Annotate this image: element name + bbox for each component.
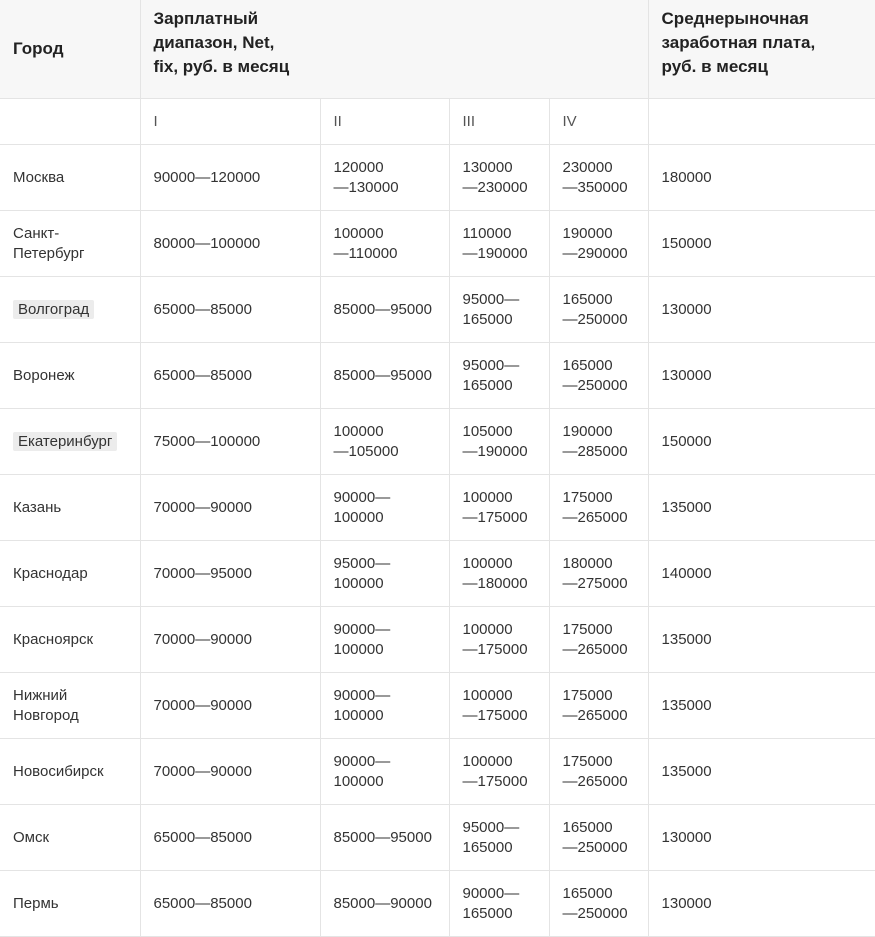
- range-cell-grade-1: [140, 607, 320, 673]
- table-row: [0, 871, 875, 937]
- range-value-line: —250000: [562, 838, 628, 856]
- range-cell-grade-2: [320, 541, 449, 607]
- range-value-line: —110000: [333, 244, 398, 262]
- header-city: Город: [0, 0, 140, 99]
- range-cell-grade-2: [320, 871, 449, 937]
- range-cell-grade-1: [140, 409, 320, 475]
- range-value-line: 175000: [562, 686, 613, 704]
- range-value-line: —180000: [462, 574, 528, 592]
- range-value-line: —265000: [562, 508, 628, 526]
- city-name-line: Красноярск: [13, 630, 94, 648]
- range-value-line: 100000: [333, 508, 384, 526]
- range-value-line: —130000: [333, 178, 399, 196]
- range-cell-grade-2: [320, 343, 449, 409]
- range-cell-grade-3: [449, 343, 549, 409]
- range-cell-grade-3: [449, 409, 549, 475]
- city-cell: [0, 541, 140, 607]
- city-highlight: [13, 432, 117, 451]
- city-name-line: Санкт-: [13, 224, 60, 242]
- header-range-line: диапазон, Net,: [153, 33, 275, 52]
- range-value-line: 85000—95000: [333, 828, 432, 846]
- range-value-line: 70000—95000: [153, 564, 252, 582]
- range-value-line: 165000: [562, 356, 613, 374]
- grade-label-iii: III: [449, 99, 549, 145]
- average-salary-cell: 150000: [648, 211, 875, 277]
- header-avg-line: руб. в месяц: [661, 57, 768, 76]
- range-value-line: 95000—: [462, 356, 520, 374]
- average-salary-cell: 135000: [648, 673, 875, 739]
- range-value-line: 190000: [562, 224, 613, 242]
- range-value-line: 175000: [562, 620, 613, 638]
- range-cell-grade-4: [549, 277, 648, 343]
- range-cell-grade-3: [449, 211, 549, 277]
- range-cell-grade-1: [140, 145, 320, 211]
- range-value-line: 85000—95000: [333, 366, 432, 384]
- range-value-line: —175000: [462, 508, 528, 526]
- range-cell-grade-4: [549, 409, 648, 475]
- range-value-line: 110000: [462, 224, 512, 242]
- range-value-line: 90000—: [333, 620, 391, 638]
- range-cell-grade-3: [449, 145, 549, 211]
- city-name-line: Казань: [13, 498, 62, 516]
- range-value-line: —105000: [333, 442, 399, 460]
- range-value-line: 75000—100000: [153, 432, 261, 450]
- table-row: [0, 805, 875, 871]
- range-cell-grade-1: [140, 805, 320, 871]
- range-value-line: 165000: [462, 904, 513, 922]
- range-value-line: 100000: [462, 752, 513, 770]
- table-row: [0, 343, 875, 409]
- city-name-line: Петербург: [13, 244, 85, 262]
- grade-label-ii: II: [320, 99, 449, 145]
- range-cell-grade-4: [549, 145, 648, 211]
- range-value-line: —265000: [562, 706, 628, 724]
- range-value-line: —190000: [462, 244, 528, 262]
- range-value-line: 90000—: [333, 752, 391, 770]
- average-salary-cell: 130000: [648, 805, 875, 871]
- average-salary-cell: 135000: [648, 475, 875, 541]
- city-name-line: Омск: [13, 828, 50, 846]
- range-value-line: 130000: [462, 158, 513, 176]
- table-row: [0, 673, 875, 739]
- range-value-line: 90000—: [333, 686, 391, 704]
- range-cell-grade-4: [549, 871, 648, 937]
- range-cell-grade-2: [320, 673, 449, 739]
- range-cell-grade-2: [320, 211, 449, 277]
- range-cell-grade-1: [140, 871, 320, 937]
- range-value-line: 100000: [462, 620, 513, 638]
- range-value-line: 100000: [333, 574, 384, 592]
- range-value-line: —175000: [462, 706, 528, 724]
- range-cell-grade-2: [320, 805, 449, 871]
- average-salary-cell: 130000: [648, 871, 875, 937]
- range-value-line: —285000: [562, 442, 628, 460]
- average-salary-cell: 150000: [648, 409, 875, 475]
- range-cell-grade-3: [449, 739, 549, 805]
- range-cell-grade-1: [140, 343, 320, 409]
- range-value-line: 165000: [562, 884, 613, 902]
- range-cell-grade-2: [320, 607, 449, 673]
- grade-empty-cell: [0, 99, 140, 145]
- header-range-line: fix, руб. в месяц: [153, 57, 290, 76]
- range-value-line: 180000: [562, 554, 613, 572]
- range-value-line: 100000: [333, 422, 384, 440]
- range-value-line: —265000: [562, 640, 628, 658]
- average-salary-cell: 140000: [648, 541, 875, 607]
- range-value-line: 100000: [462, 488, 513, 506]
- range-cell-grade-2: [320, 475, 449, 541]
- city-cell: [0, 277, 140, 343]
- city-name-line: Нижний: [13, 686, 68, 704]
- range-value-line: 165000: [462, 838, 513, 856]
- range-cell-grade-3: [449, 607, 549, 673]
- range-value-line: —275000: [562, 574, 628, 592]
- city-name-line: Екатеринбург: [18, 432, 113, 450]
- header-salary-range: [140, 0, 648, 99]
- range-value-line: —250000: [562, 376, 628, 394]
- range-cell-grade-4: [549, 739, 648, 805]
- range-value-line: —350000: [562, 178, 628, 196]
- range-cell-grade-1: [140, 673, 320, 739]
- table-row: [0, 211, 875, 277]
- city-cell: [0, 211, 140, 277]
- range-value-line: 165000: [462, 310, 513, 328]
- range-value-line: 165000: [462, 376, 513, 394]
- city-cell: [0, 475, 140, 541]
- city-cell: [0, 871, 140, 937]
- range-value-line: 90000—: [462, 884, 520, 902]
- average-salary-cell: 135000: [648, 739, 875, 805]
- range-value-line: 175000: [562, 752, 613, 770]
- range-value-line: 85000—90000: [333, 894, 432, 912]
- city-name-line: Москва: [13, 168, 65, 186]
- range-cell-grade-4: [549, 673, 648, 739]
- range-value-line: 65000—85000: [153, 828, 252, 846]
- grade-row: [0, 99, 875, 145]
- range-value-line: —175000: [462, 640, 528, 658]
- range-value-line: 70000—90000: [153, 696, 252, 714]
- city-highlight: [13, 300, 94, 319]
- range-value-line: 230000: [562, 158, 613, 176]
- table-row: [0, 475, 875, 541]
- range-value-line: 80000—100000: [153, 234, 261, 252]
- range-value-line: 70000—90000: [153, 630, 252, 648]
- range-value-line: —250000: [562, 904, 628, 922]
- average-salary-cell: 130000: [648, 277, 875, 343]
- range-cell-grade-3: [449, 475, 549, 541]
- average-salary-cell: 130000: [648, 343, 875, 409]
- range-value-line: 105000: [462, 422, 513, 440]
- range-value-line: —250000: [562, 310, 628, 328]
- range-cell-grade-3: [449, 871, 549, 937]
- range-cell-grade-4: [549, 343, 648, 409]
- range-value-line: 100000: [333, 640, 384, 658]
- city-cell: [0, 739, 140, 805]
- city-name-line: Новгород: [13, 706, 79, 724]
- range-value-line: 90000—: [333, 488, 391, 506]
- table-body: [0, 145, 875, 937]
- range-value-line: 65000—85000: [153, 894, 252, 912]
- range-cell-grade-4: [549, 211, 648, 277]
- city-name-line: Волгоград: [18, 300, 90, 318]
- table-row: [0, 739, 875, 805]
- range-cell-grade-3: [449, 805, 549, 871]
- header-avg-line: заработная плата,: [661, 33, 816, 52]
- range-cell-grade-1: [140, 475, 320, 541]
- header-average-salary: [648, 0, 875, 99]
- range-cell-grade-3: [449, 673, 549, 739]
- range-value-line: 165000: [562, 818, 613, 836]
- average-salary-cell: 180000: [648, 145, 875, 211]
- range-value-line: —175000: [462, 772, 528, 790]
- grade-label-iv: IV: [549, 99, 648, 145]
- range-value-line: 100000: [462, 554, 513, 572]
- city-cell: [0, 673, 140, 739]
- city-cell: [0, 343, 140, 409]
- range-cell-grade-4: [549, 805, 648, 871]
- city-cell: [0, 607, 140, 673]
- range-cell-grade-3: [449, 541, 549, 607]
- header-avg-line: Среднерыночная: [661, 9, 809, 28]
- city-cell: [0, 409, 140, 475]
- city-name-line: Пермь: [13, 894, 59, 912]
- range-value-line: 100000: [333, 706, 384, 724]
- range-value-line: 90000—120000: [153, 168, 261, 186]
- range-value-line: 165000: [562, 290, 613, 308]
- range-value-line: —230000: [462, 178, 528, 196]
- range-value-line: —290000: [562, 244, 628, 262]
- table-row: [0, 277, 875, 343]
- range-value-line: 70000—90000: [153, 762, 252, 780]
- range-value-line: 65000—85000: [153, 300, 252, 318]
- range-cell-grade-2: [320, 739, 449, 805]
- city-cell: [0, 145, 140, 211]
- range-cell-grade-2: [320, 145, 449, 211]
- range-cell-grade-1: [140, 739, 320, 805]
- range-value-line: 100000: [333, 224, 384, 242]
- table-row: [0, 541, 875, 607]
- grade-empty-cell: [648, 99, 875, 145]
- range-value-line: 175000: [562, 488, 613, 506]
- table-row: [0, 409, 875, 475]
- average-salary-cell: 135000: [648, 607, 875, 673]
- table-row: [0, 607, 875, 673]
- table-row: [0, 145, 875, 211]
- range-value-line: 95000—: [462, 290, 520, 308]
- range-value-line: —190000: [462, 442, 528, 460]
- range-cell-grade-1: [140, 211, 320, 277]
- range-cell-grade-1: [140, 541, 320, 607]
- range-value-line: 70000—90000: [153, 498, 252, 516]
- range-cell-grade-1: [140, 277, 320, 343]
- range-value-line: 120000: [333, 158, 384, 176]
- range-cell-grade-4: [549, 475, 648, 541]
- range-cell-grade-2: [320, 409, 449, 475]
- range-value-line: 100000: [333, 772, 384, 790]
- range-value-line: 85000—95000: [333, 300, 432, 318]
- range-value-line: 95000—: [333, 554, 391, 572]
- header-row: [0, 0, 875, 99]
- range-cell-grade-4: [549, 607, 648, 673]
- city-name-line: Новосибирск: [13, 762, 104, 780]
- grade-label-i: I: [140, 99, 320, 145]
- range-value-line: 190000: [562, 422, 613, 440]
- header-range-line: Зарплатный: [153, 9, 259, 28]
- range-cell-grade-3: [449, 277, 549, 343]
- range-cell-grade-4: [549, 541, 648, 607]
- range-value-line: —265000: [562, 772, 628, 790]
- range-value-line: 100000: [462, 686, 513, 704]
- range-value-line: 95000—: [462, 818, 520, 836]
- city-cell: [0, 805, 140, 871]
- range-cell-grade-2: [320, 277, 449, 343]
- city-name-line: Воронеж: [13, 366, 75, 384]
- range-value-line: 65000—85000: [153, 366, 252, 384]
- city-name-line: Краснодар: [13, 564, 88, 582]
